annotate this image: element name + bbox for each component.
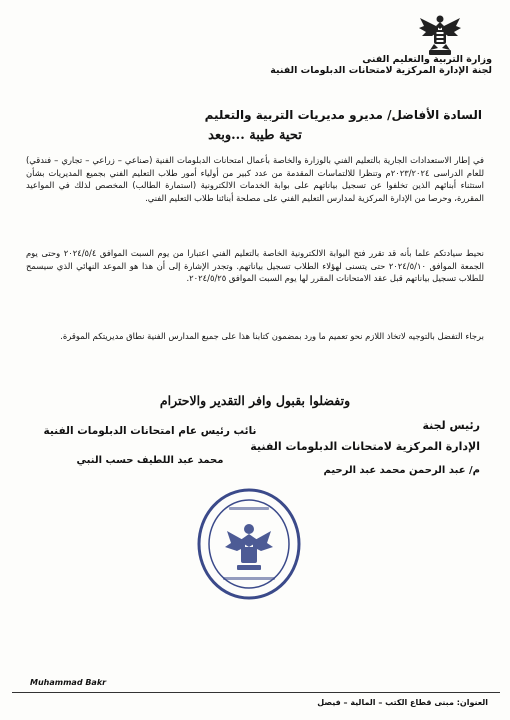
committee-line: لجنة الإدارة المركزية لامتحانات الدبلومات الفنية xyxy=(270,65,492,76)
chair-title-line-1: رئيس لجنة xyxy=(422,419,480,432)
paragraph-3: برجاء التفضل بالتوجيه لاتخاذ اللازم نحو تعميم ما ورد بمضمون كتابنا هذا على جميع المدارس الفنية نطاق مديريتكم الموقرة. xyxy=(60,331,484,341)
deputy-name: محمد عبد اللطيف حسب النبي xyxy=(76,455,224,466)
ministry-header xyxy=(270,54,492,76)
signature-block-chair xyxy=(250,419,480,476)
chair-name: م/ عبد الرحمن محمد عبد الرحيم xyxy=(323,465,480,476)
greeting: تحية طيبة ...وبعد xyxy=(208,128,302,143)
official-stamp-icon xyxy=(195,485,303,603)
egypt-eagle-emblem-icon xyxy=(418,12,462,60)
deputy-title: نائب رئيس عام امتحانات الدبلومات الفنية xyxy=(43,425,257,437)
ministry-line: وزارة التربية والتعليم الفنى xyxy=(362,54,492,65)
paragraph-1: في إطار الاستعدادات الجارية بالتعليم الفني بالوزارة والخاصة بأعمال امتحانات الدبلومات الفنية (صناعي – زراعي – تجاري – فندقي) للعام الدراسى ٢٠٢٣/٢٠٢٤م وتنظرا للالتماسات المقدمة من عدد كبير من أولياء أمور طلاب التعليم الفني بجميع المديريات بشأن استثناء أبنائهم الذين تخلفوا عن تسجيل بياناتهم على بوابة الخدمات الالكترونية (استمارة الطالب) المخصص لذلك في المواعيد المقررة، وحرصا من الإدارة المركزية لمدارس التعليم الفني على مصلحة أبنائنا طلاب التعليم الفني. xyxy=(26,155,484,203)
typist-name: Muhammad Bakr xyxy=(30,678,107,687)
chair-title-line-2: الإدارة المركزية لامتحانات الدبلومات الفنية xyxy=(250,440,480,453)
signature-block-deputy xyxy=(40,424,260,468)
paragraph-2: نحيط سيادتكم علما بأنه قد تقرر فتح البوابة الالكترونية الخاصة بالتعليم الفني اعتبارا من يوم السبت الموافق ٢٠٢٤/٥/٤ وحتى يوم الجمعة الموافق ٢٠٢٤/٥/١٠ حتى يتسنى لهؤلاء الطلاب تسجيل بياناتهم. وتجدر الإشارة إلى أن هذا هو الموعد النهائي الذي سيسمح للطلاب تسجيل بياناتهم قبل عقد الامتحانات المقرر لها يوم السبت الموافق ٢٠٢٤/٥/٢٥. xyxy=(26,248,484,284)
addressee: السادة الأفاضل/ مديرو مديريات التربية والتعليم xyxy=(204,108,482,122)
closing-salutation: وتفضلوا بقبول وافر التقدير والاحترام xyxy=(159,393,351,408)
footer-address: العنوان: مبنى قطاع الكتب – المالية – فيصل xyxy=(317,698,488,707)
footer-divider xyxy=(12,692,500,693)
